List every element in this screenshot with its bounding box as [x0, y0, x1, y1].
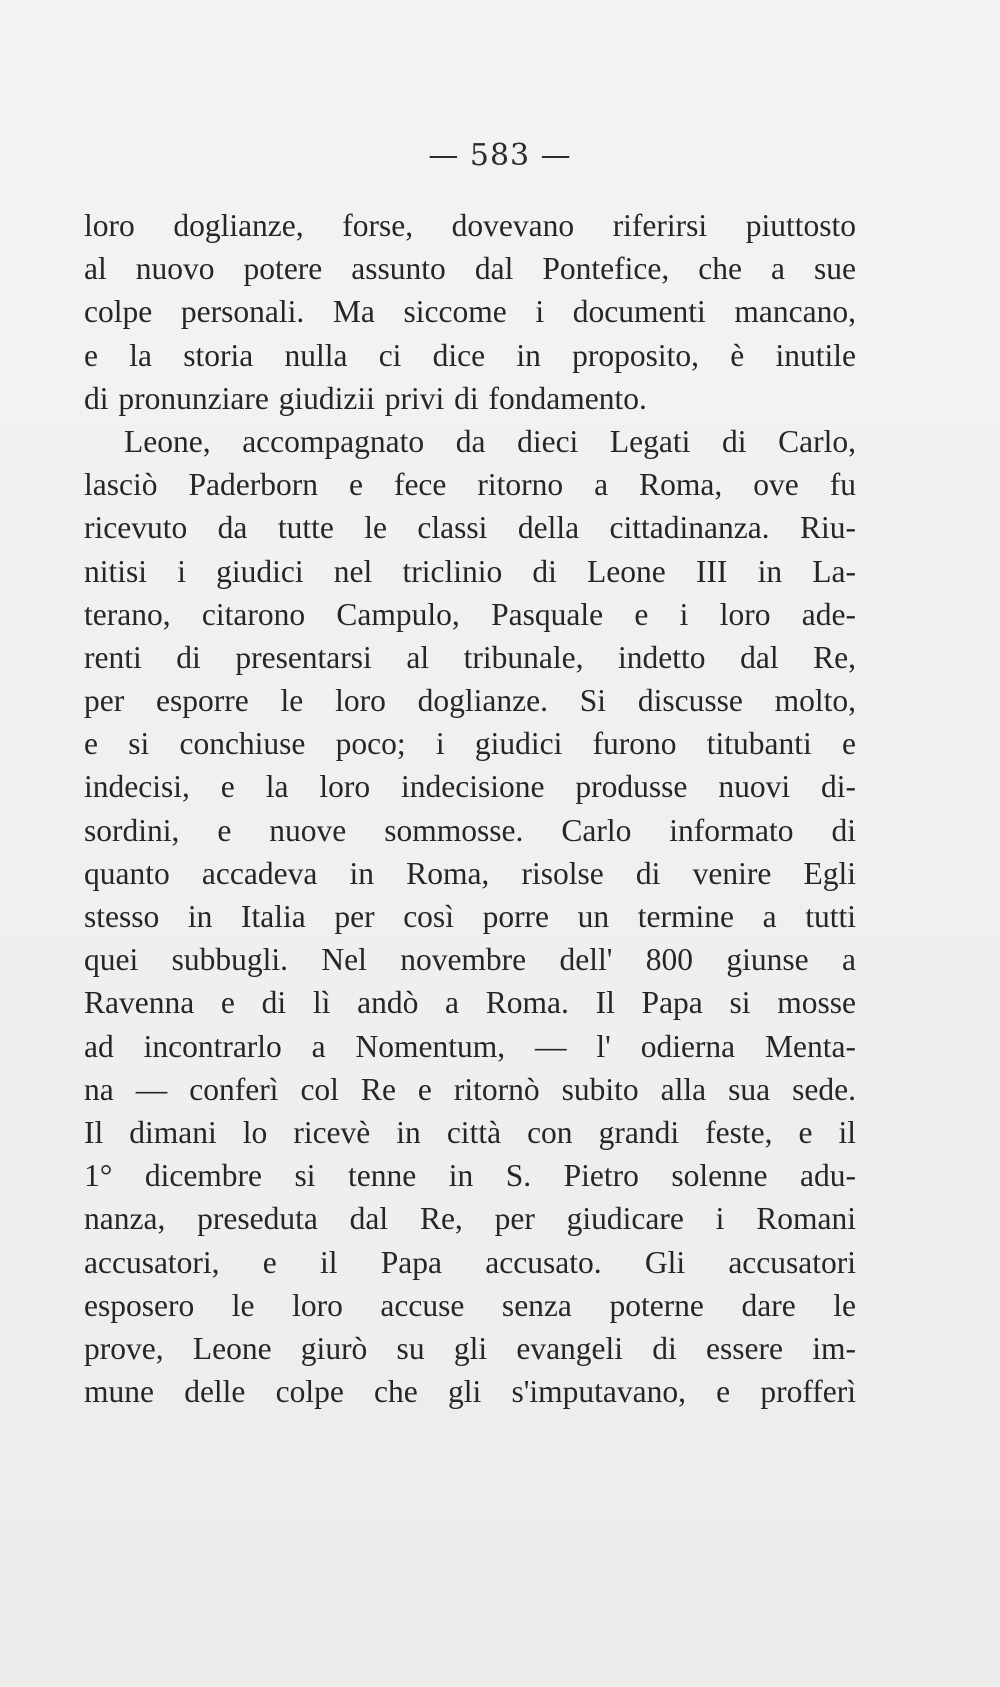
text-line: quanto accadeva in Roma, risolse di venire Egli [84, 855, 856, 891]
text-line: terano, citarono Campulo, Pasquale e i loro ade- [84, 596, 856, 632]
text-line: nitisi i giudici nel triclinio di Leone III in La- [84, 553, 856, 589]
text-line: e la storia nulla ci dice in proposito, è inutile [84, 337, 856, 373]
text-line: di pronunziare giudizii privi di fondamento. [84, 380, 647, 416]
text-line: Ravenna e di lì andò a Roma. Il Papa si mosse [84, 985, 856, 1021]
text-line: esposero le loro accuse senza poterne dare le [84, 1287, 856, 1323]
text-line: na — conferì col Re e ritornò subito alla sua sede. [84, 1071, 856, 1107]
body-text [84, 204, 856, 1413]
text-line: e si conchiuse poco; i giudici furono titubanti e [84, 726, 856, 762]
text-line: Leone, accompagnato da dieci Legati di Carlo, [124, 423, 856, 459]
text-line: ad incontrarlo a Nomentum, — l' odierna Menta- [84, 1028, 856, 1064]
text-line: stesso in Italia per così porre un termine a tutti [84, 899, 856, 934]
text-line: prove, Leone giurò su gli evangeli di essere im- [84, 1330, 856, 1366]
text-line: al nuovo potere assunto dal Pontefice, che a sue [84, 251, 856, 287]
text-line: loro doglianze, forse, dovevano riferirsi piuttosto [84, 208, 856, 243]
text-line: colpe personali. Ma siccome i documenti mancano, [84, 294, 856, 330]
text-line: mune delle colpe che gli s'imputavano, e profferì [84, 1374, 856, 1410]
text-line: ricevuto da tutte le classi della cittadinanza. Riu- [84, 510, 856, 546]
text-line: accusatori, e il Papa accusato. Gli accusatori [84, 1244, 856, 1280]
text-line: 1° dicembre si tenne in S. Pietro solenne adu- [84, 1158, 856, 1194]
text-line: quei subbugli. Nel novembre dell' 800 giunse a [84, 942, 856, 978]
text-line: indecisi, e la loro indecisione produsse nuovi di- [84, 769, 856, 805]
text-line: nanza, preseduta dal Re, per giudicare i Romani [84, 1201, 856, 1237]
text-line: per esporre le loro doglianze. Si discusse molto, [84, 683, 856, 719]
page-number: — 583 — [428, 138, 572, 173]
text-line: lasciò Paderborn e fece ritorno a Roma, ove fu [84, 467, 856, 503]
text-line: renti di presentarsi al tribunale, indetto dal Re, [84, 639, 856, 675]
text-line: sordini, e nuove sommosse. Carlo informato di [84, 812, 856, 848]
text-line: Il dimani lo ricevè in città con grandi feste, e il [84, 1114, 856, 1150]
